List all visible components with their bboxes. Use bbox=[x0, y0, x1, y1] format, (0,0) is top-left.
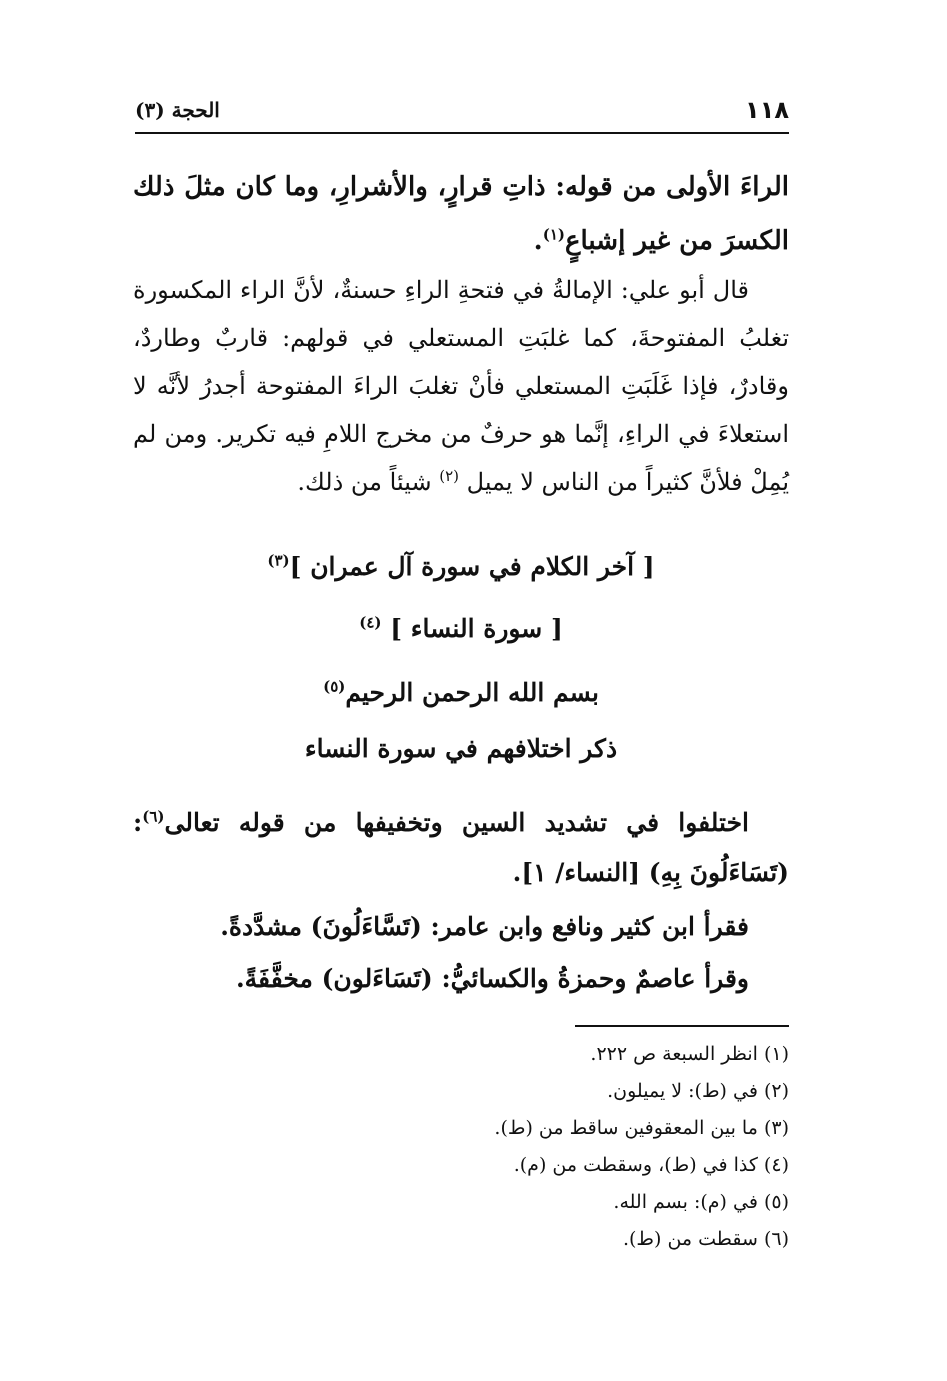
paragraph-2-text-a: قال أبو علي: الإمالةُ في فتحةِ الراءِ حسنةٌ، لأنَّ الراء المكسورة تغلبُ المفتوحةَ، كما غلبَتِ المستعلي في قولهم: قاربٌ وطاردٌ، وقادرٌ، فإذا غَلَبَتِ المستعلي فأنْ تغلبَ الراءَ المفتوحة أجدرُ لأنَّه لا استعلاءَ في الراءِ، إنَّما هو حرفٌ من مخرج اللامِ فيه تكرير. ومن لم يُمِلْ فلأنَّ كثيراً من الناس لا يميل bbox=[133, 276, 789, 496]
heading-end-al-imran bbox=[133, 552, 789, 581]
paragraph-4: فقرأ ابن كثير ونافع وابن عامر: (تَسَّاءَلُونَ) مشدَّدةً. bbox=[220, 912, 749, 941]
heading-basmala-text: بسم الله الرحمن الرحيم bbox=[345, 678, 599, 707]
paragraph-1-end: . bbox=[533, 226, 543, 256]
footnote-4: (٤) كذا في (ط)، وسقطت من (م). bbox=[513, 1154, 789, 1176]
footnote-6: (٦) سقطت من (ط). bbox=[622, 1228, 789, 1250]
footnote-1: (١) انظر السبعة ص ٢٢٢. bbox=[590, 1043, 789, 1065]
paragraph-3-text-a: اختلفوا في تشديد السين وتخفيفها من قوله تعالى bbox=[164, 808, 749, 837]
footnote-divider bbox=[575, 1025, 789, 1027]
heading-basmala bbox=[133, 678, 789, 707]
paragraph-5: وقرأ عاصمٌ وحمزةُ والكسائيُّ: (تَسَاءَلون) مخفَّفَةً. bbox=[235, 964, 749, 993]
paragraph-3-text-b: : (تَسَاءَلُونَ بِهِ) [النساء/ ١]. bbox=[133, 808, 789, 887]
footnotes-list bbox=[133, 1036, 789, 1258]
page-header bbox=[135, 96, 789, 134]
footnote-ref-5: (٥) bbox=[323, 677, 346, 696]
paragraph-2-text-b: شيئاً من ذلك. bbox=[297, 468, 432, 496]
footnote-3: (٣) ما بين المعقوفين ساقط من (ط). bbox=[494, 1117, 789, 1139]
heading-differences: ذكر اختلافهم في سورة النساء bbox=[304, 734, 618, 763]
paragraph-2 bbox=[133, 266, 789, 506]
footnote-ref-3: (٣) bbox=[267, 551, 290, 570]
heading-surat-an-nisa bbox=[133, 614, 789, 643]
heading-end-al-imran-text: [ آخر الكلام في سورة آل عمران ] bbox=[289, 552, 655, 581]
paragraph-1 bbox=[133, 160, 789, 268]
footnote-ref-1: (١) bbox=[542, 225, 565, 244]
heading-surat-an-nisa-text: [ سورة النساء ] bbox=[390, 614, 563, 643]
paragraph-3 bbox=[133, 798, 789, 898]
footnote-ref-4: (٤) bbox=[359, 613, 382, 632]
page-number: ١١٨ bbox=[745, 96, 789, 124]
paragraph-1-text: الراءَ الأولى من قوله: ذاتِ قرارٍ، والأشرارِ، وما كان مثلَ ذلك الكسرَ من غير إشباعٍ bbox=[133, 172, 789, 256]
footnote-ref-6: (٦) bbox=[142, 807, 165, 826]
running-title: الحجة (٣) bbox=[135, 98, 220, 122]
footnote-ref-2: (٢) bbox=[439, 467, 459, 485]
footnote-2: (٢) في (ط): لا يميلون. bbox=[607, 1080, 789, 1102]
footnote-5: (٥) في (م): بسم الله. bbox=[613, 1191, 789, 1213]
